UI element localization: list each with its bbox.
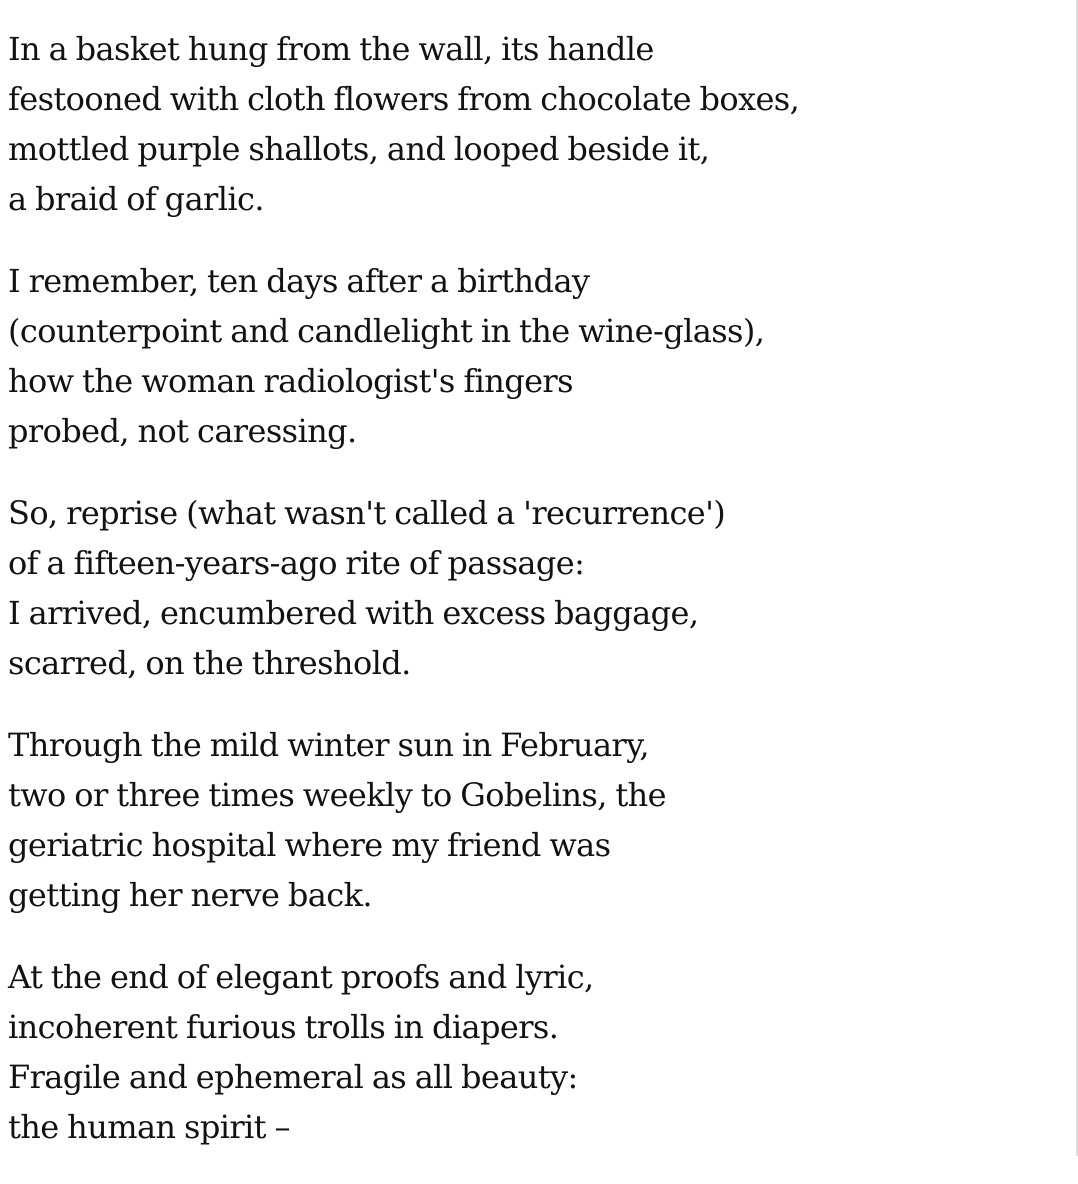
poem-line: I remember, ten days after a birthday (8, 262, 590, 300)
poem-line: At the end of elegant proofs and lyric, (8, 958, 594, 996)
poem-line: I arrived, encumbered with excess baggage, (8, 594, 699, 632)
stanza-3 (8, 488, 1068, 688)
poem-line: of a fifteen-years-ago rite of passage: (8, 544, 585, 582)
stanza-1 (8, 24, 1068, 224)
poem-line: Fragile and ephemeral as all beauty: (8, 1058, 578, 1096)
poem-line: a braid of garlic. (8, 180, 264, 218)
poem-text (8, 24, 1068, 1184)
poem-line: So, reprise (what wasn't called a 'recurrence') (8, 494, 726, 532)
stanza-5 (8, 952, 1068, 1152)
poem-line: how the woman radiologist's fingers (8, 362, 573, 400)
poem-line: the human spirit – (8, 1108, 290, 1146)
poem-line: incoherent furious trolls in diapers. (8, 1008, 559, 1046)
poem-line: scarred, on the threshold. (8, 644, 411, 682)
poem-line: mottled purple shallots, and looped beside it, (8, 130, 710, 168)
poem-line: getting her nerve back. (8, 876, 372, 914)
stanza-4 (8, 720, 1068, 920)
stanza-2 (8, 256, 1068, 456)
poem-line: geriatric hospital where my friend was (8, 826, 611, 864)
poem-line: probed, not caressing. (8, 412, 357, 450)
poem-line: In a basket hung from the wall, its handle (8, 30, 654, 68)
poem-line: Through the mild winter sun in February, (8, 726, 649, 764)
poem-line: festooned with cloth flowers from chocolate boxes, (8, 80, 800, 118)
poem-line: two or three times weekly to Gobelins, the (8, 776, 666, 814)
poem-line: (counterpoint and candlelight in the wine-glass), (8, 312, 765, 350)
